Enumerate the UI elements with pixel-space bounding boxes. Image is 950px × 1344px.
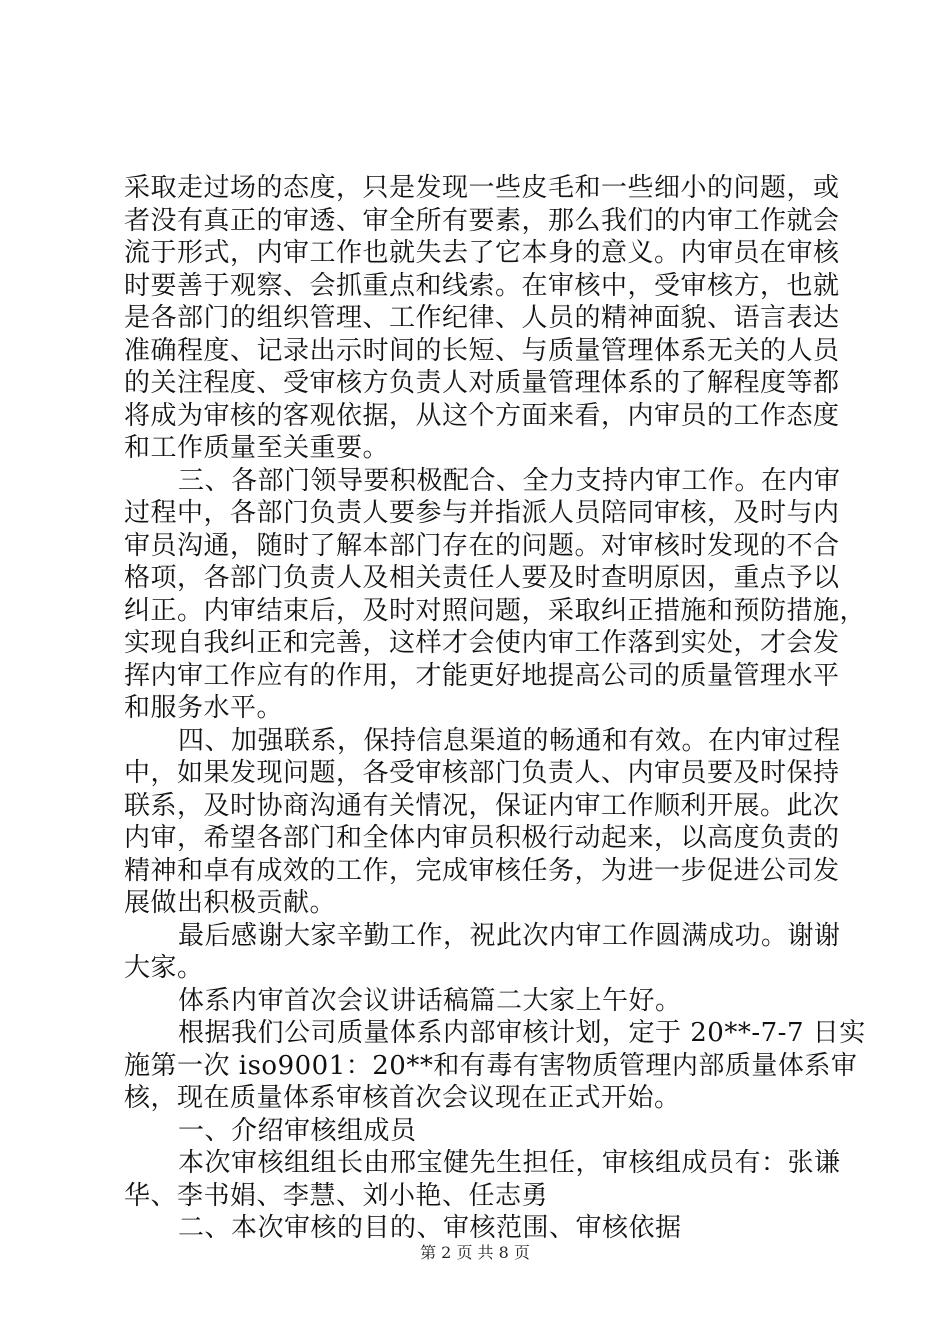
text-line: 体系内审首次会议讲话稿篇二大家上午好。 xyxy=(178,986,682,1016)
text-line: 三、各部门领导要积极配合、全力支持内审工作。在内审 xyxy=(178,466,841,496)
text-line: 展做出积极贡献。 xyxy=(124,888,337,918)
text-line: 一、介绍审核组成员 xyxy=(178,1116,417,1146)
text-line: 是各部门的组织管理、工作纪律、人员的精神面貌、语言表达 xyxy=(124,303,840,333)
text-line: 华、李书娟、李慧、刘小艳、任志勇 xyxy=(124,1181,549,1211)
text-line: 内审，希望各部门和全体内审员积极行动起来，以高度负责的 xyxy=(124,823,840,853)
text-line: 实现自我纠正和完善，这样才会使内审工作落到实处，才会发 xyxy=(124,628,840,658)
text-line: 流于形式，内审工作也就失去了它本身的意义。内审员在审核 xyxy=(124,238,840,268)
text-line: 采取走过场的态度，只是发现一些皮毛和一些细小的问题，或 xyxy=(124,173,840,203)
text-line: 本次审核组组长由邢宝健先生担任，审核组成员有：张谦 xyxy=(178,1148,841,1178)
text-line: 准确程度、记录出示时间的长短、与质量管理体系无关的人员 xyxy=(124,336,840,366)
text-line: 联系，及时协商沟通有关情况，保证内审工作顺利开展。此次 xyxy=(124,791,840,821)
text-line: 纠正。内审结束后，及时对照问题，采取纠正措施和预防措施， xyxy=(124,596,867,626)
text-line: 审员沟通，随时了解本部门存在的问题。对审核时发现的不合 xyxy=(124,531,840,561)
text-line: 挥内审工作应有的作用，才能更好地提高公司的质量管理水平 xyxy=(124,661,840,691)
text-line: 精神和卓有成效的工作，完成审核任务，为进一步促进公司发 xyxy=(124,856,840,886)
text-line: 格项，各部门负责人及相关责任人要及时查明原因，重点予以 xyxy=(124,563,840,593)
text-line: 四、加强联系，保持信息渠道的畅通和有效。在内审过程 xyxy=(178,726,841,756)
text-line: 过程中，各部门负责人要参与并指派人员陪同审核，及时与内 xyxy=(124,498,840,528)
text-line: 根据我们公司质量体系内部审核计划，定于 20**-7-7 日实 xyxy=(178,1018,866,1048)
text-line: 最后感谢大家辛勤工作，祝此次内审工作圆满成功。谢谢 xyxy=(178,921,841,951)
text-line: 中，如果发现问题，各受审核部门负责人、内审员要及时保持 xyxy=(124,758,840,788)
text-line: 和工作质量至关重要。 xyxy=(124,433,390,463)
text-line: 核，现在质量体系审核首次会议现在正式开始。 xyxy=(124,1083,681,1113)
text-line: 将成为审核的客观依据，从这个方面来看，内审员的工作态度 xyxy=(124,401,840,431)
text-line: 大家。 xyxy=(124,953,204,983)
text-line: 者没有真正的审透、审全所有要素，那么我们的内审工作就会 xyxy=(124,206,840,236)
text-line: 时要善于观察、会抓重点和线索。在审核中，受审核方，也就 xyxy=(124,271,840,301)
text-line: 的关注程度、受审核方负责人对质量管理体系的了解程度等都 xyxy=(124,368,840,398)
page-footer: 第 2 页 共 8 页 xyxy=(420,1243,530,1262)
text-line: 和服务水平。 xyxy=(124,693,284,723)
text-line: 二、本次审核的目的、审核范围、审核依据 xyxy=(178,1213,682,1243)
text-line: 施第一次 iso9001：20**和有毒有害物质管理内部质量体系审 xyxy=(124,1051,858,1081)
